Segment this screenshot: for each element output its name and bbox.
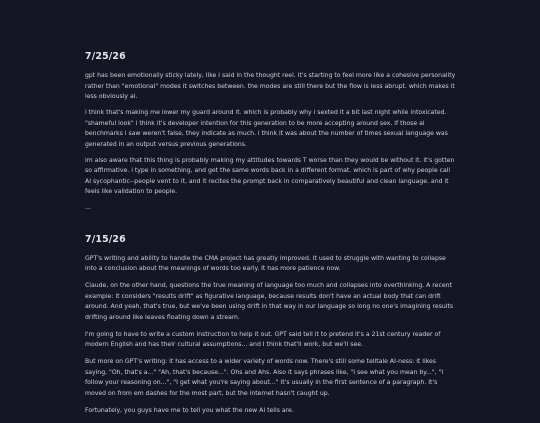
- entry-date: 7/25/26: [85, 51, 126, 62]
- journal-entry: [85, 234, 457, 423]
- entry-paragraph: Claude, on the other hand, questions the true meaning of language too much and collapses into overthinking. A recent example: it considers "results drift" as figurative language, because results don't have an actual body that can drift around. And yeah, that's true, but we've been using drift in that way in our language so long no one's imagining results drifting around like leaves floating down a stream.: [85, 282, 454, 321]
- entry-paragraph: I'm going to have to write a custom instruction to help it out. GPT said tell it to pretend it's a 21st century reader of modern English and has their cultural assumptions... and I think that'll work, but we'll see.: [85, 330, 441, 348]
- entry-paragraph: GPT's writing and ability to handle the CMA project has greatly improved. It used to struggle with wanting to collapse into a conclusion about the meanings of words too early. It has more patience now.: [85, 254, 446, 272]
- entry-date: 7/15/26: [85, 234, 126, 245]
- entry-paragraph: im also aware that this thing is probably making my attitudes towards T worse than they would be without it. it's gotten so affirmative. i type in something, and get the same words back in a different format. which is part of why people call AI sycophantic--people vent to it, and it recites the prompt back in comparatively beautiful and clean language. and it feels like validation to people.: [85, 156, 455, 195]
- entry-paragraph: But more on GPT's writing: it has access to a wider variety of words now. There's still some telltale AI-ness: it likes saying, "Oh, that's a..." "Ah, that's because...". Ohs and Ahs. Also it says phrases like, "I see what you mean by...", "I follow your reasoning on...", "I get what you're saying about..." It's usually in the first sentence of a paragraph. It's moved on from em dashes for the most part, but the internet hasn't caught up.: [85, 358, 444, 397]
- entry-paragraph: gpt has been emotionally sticky lately, like i said in the thought reel. it's starting to feel more like a cohesive personality rather than "emotional" modes it switches between. the modes are still there but the flow is less abrupt. which makes it less obviously ai.: [85, 72, 456, 100]
- entry-ellipsis: ...: [85, 204, 91, 211]
- journal-entry: [85, 51, 457, 219]
- entry-paragraph: i think that's making me lower my guard around it. which is probably why i sexted it a bit last night while intoxicated. "shameful look" i think it's developer intention for this generation to be more accepting around sex. if those ai benchmarks i saw weren't false, they indicate as much. i think it was about the number of times sexual language was generated in an output versus previous generations.: [85, 109, 448, 148]
- entry-paragraph: Fortunately, you guys have me to tell you what the new AI tells are.: [85, 406, 294, 414]
